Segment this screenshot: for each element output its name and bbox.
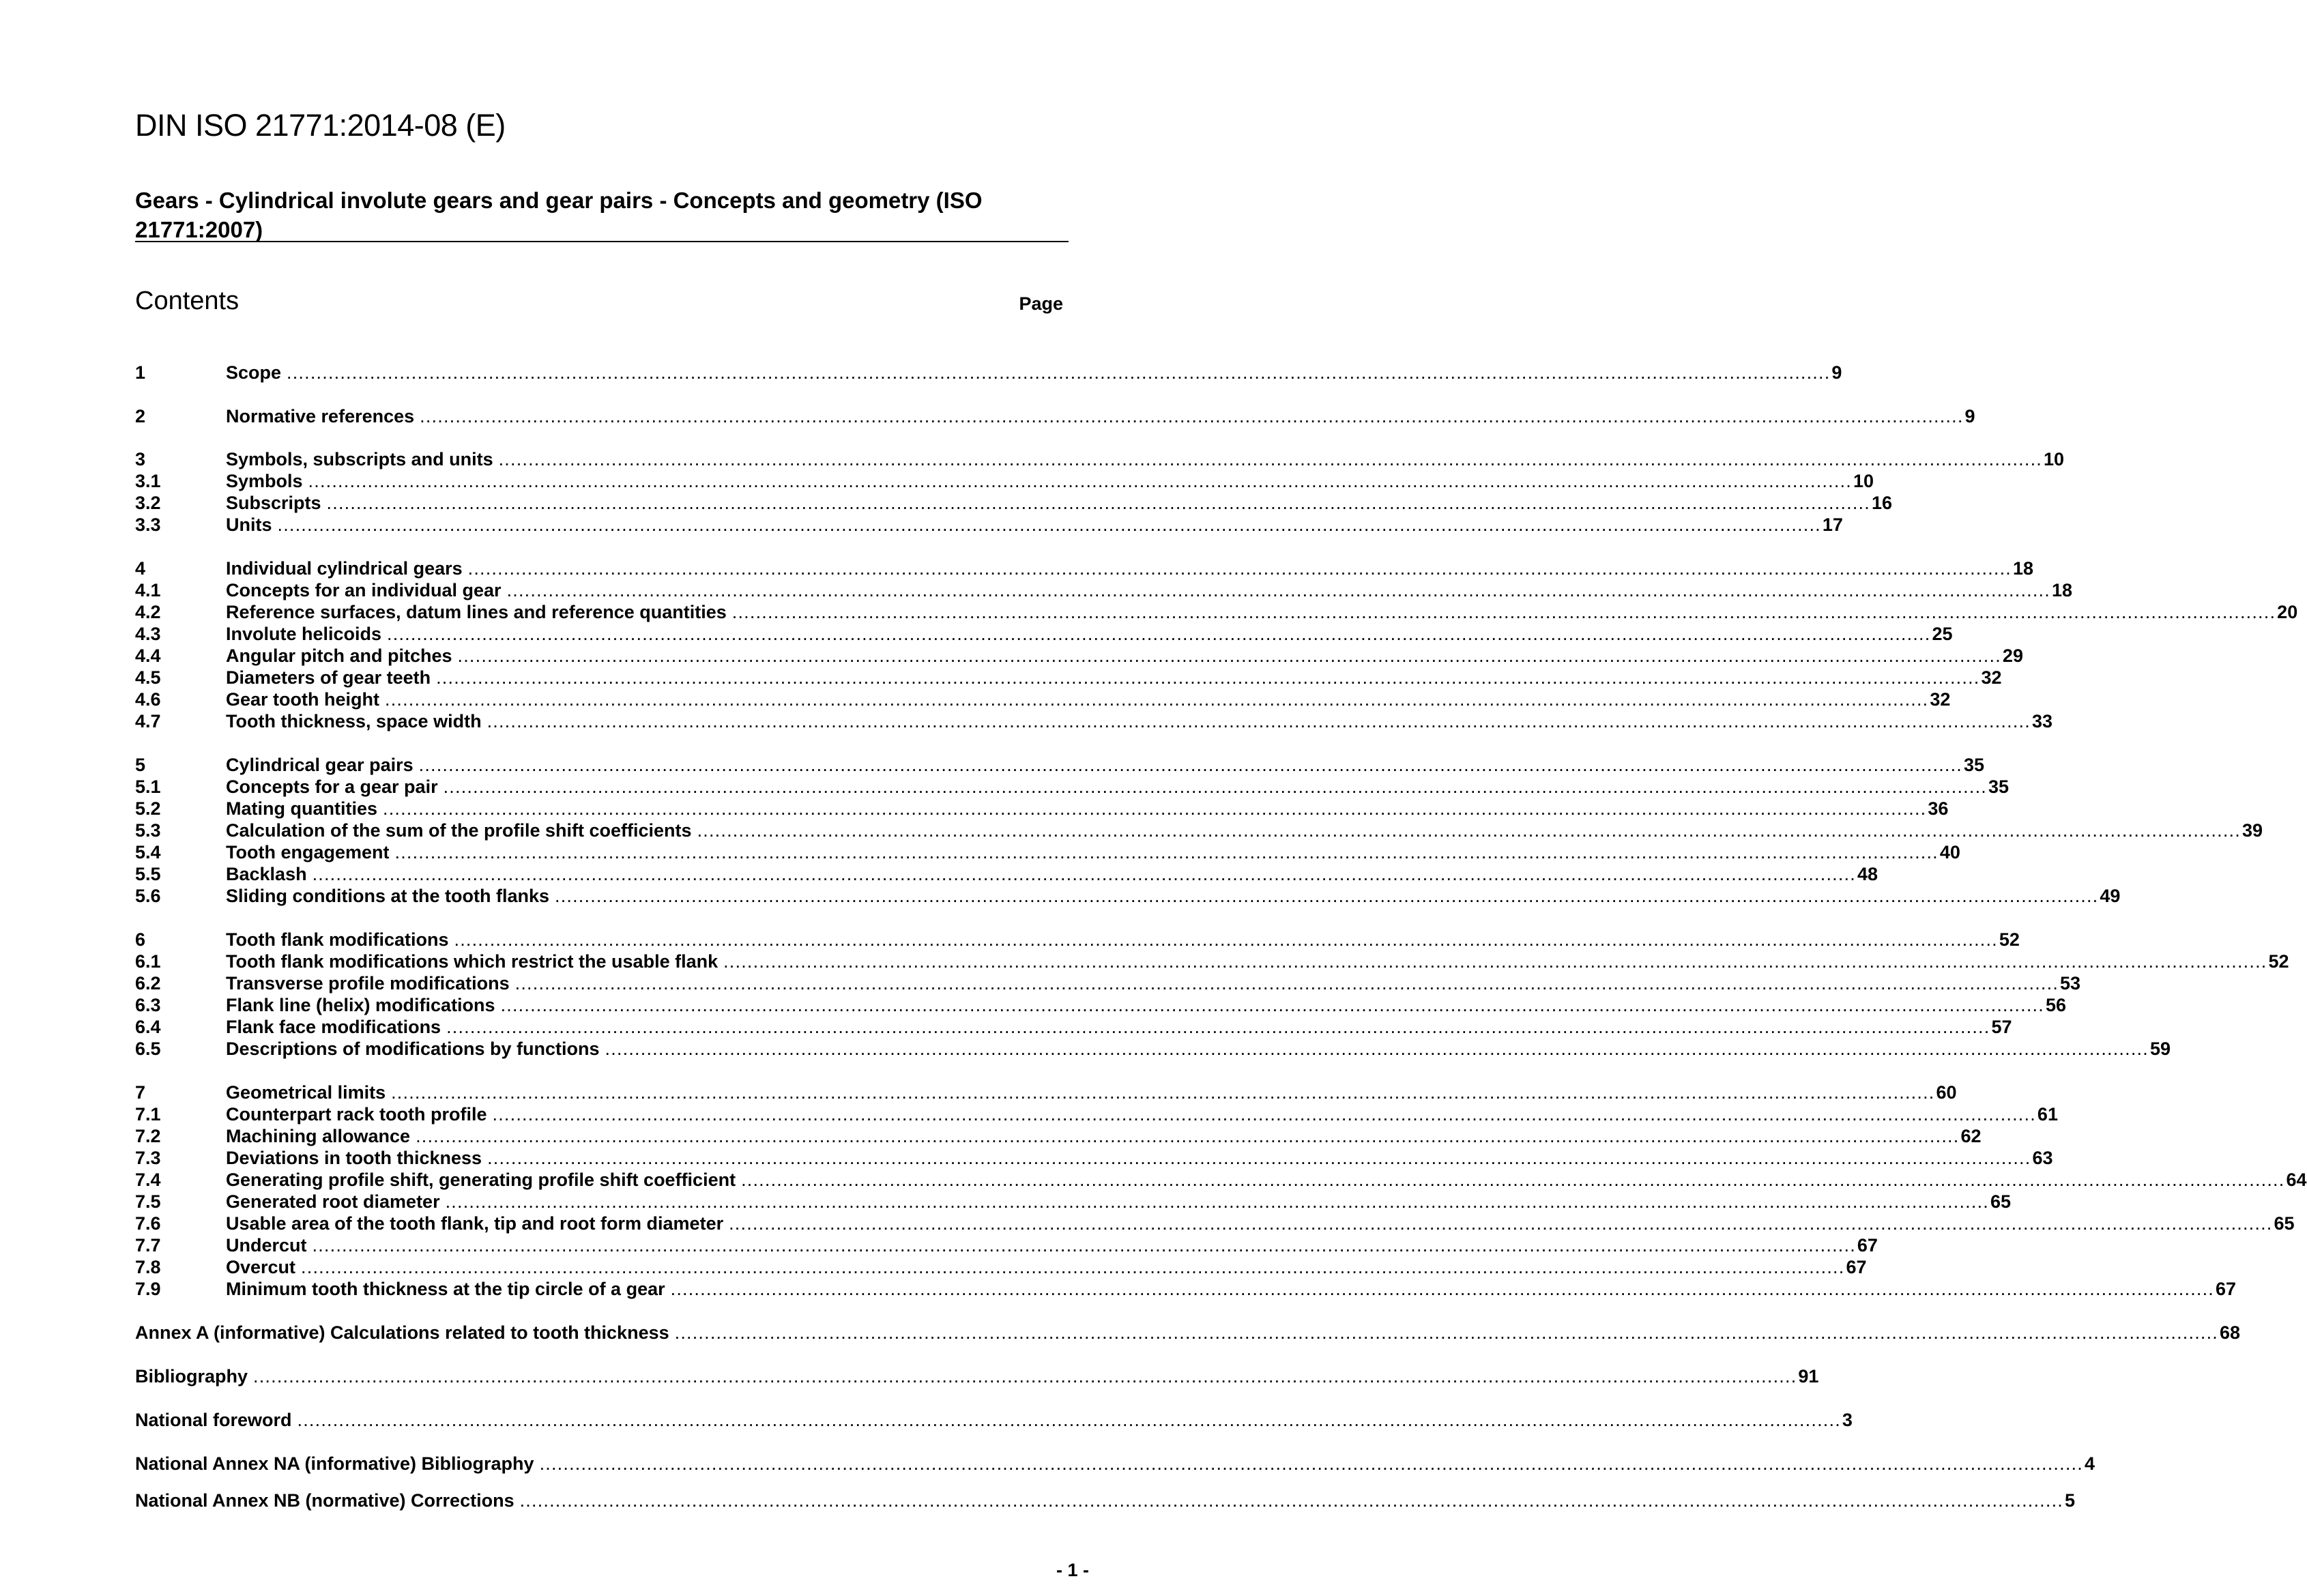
toc-entry-number: 7.8 — [135, 1257, 161, 1277]
toc-entry-line — [226, 667, 2002, 688]
toc-entry-title: Diameters of gear teeth — [226, 667, 431, 688]
toc-entry[interactable] — [135, 492, 1892, 514]
toc-entry-title: Undercut — [226, 1235, 307, 1256]
toc-entry-number: 6.5 — [135, 1039, 161, 1059]
toc-entry-title: Deviations in tooth thickness — [226, 1148, 482, 1168]
toc-entry-number: 6.3 — [135, 995, 161, 1015]
dot-leader: .................................................................................................................................................................................................................................................................... — [539, 1453, 2083, 1474]
toc-entry-page: 61 — [2037, 1104, 2058, 1125]
toc-entry-line — [135, 1490, 2076, 1511]
toc-entry-page: 59 — [2149, 1039, 2171, 1059]
toc-entry-line — [226, 1103, 2058, 1125]
toc-entry[interactable] — [135, 1125, 1982, 1147]
toc-entry[interactable] — [135, 1038, 2171, 1060]
toc-entry[interactable] — [135, 1256, 1867, 1278]
toc-entry-line — [226, 1169, 2307, 1191]
toc-entry-title: Machining allowance — [226, 1126, 411, 1146]
toc-entry-line — [226, 1191, 2012, 1213]
dot-leader: .................................................................................................................................................................................................................................................................... — [519, 1490, 2063, 1511]
dot-leader: .................................................................................................................................................................................................................................................................... — [387, 624, 1931, 644]
toc-entry[interactable] — [135, 645, 2023, 667]
toc-entry[interactable] — [135, 1234, 1878, 1256]
toc-entry-page: 39 — [2241, 820, 2263, 841]
toc-entry-page: 64 — [2286, 1170, 2307, 1190]
toc-entry[interactable] — [135, 1453, 2095, 1475]
toc-entry[interactable] — [135, 362, 1842, 383]
toc-entry-title: Tooth engagement — [226, 842, 390, 862]
dot-leader: .................................................................................................................................................................................................................................................................... — [731, 602, 2276, 622]
dot-leader: .................................................................................................................................................................................................................................................................... — [514, 973, 2059, 993]
toc-entry-page: 49 — [2100, 886, 2121, 906]
toc-entry-number: 7.2 — [135, 1126, 161, 1146]
toc-entry-page: 18 — [2013, 558, 2034, 579]
dot-leader: .................................................................................................................................................................................................................................................................... — [492, 1104, 2036, 1125]
toc-entry-page: 62 — [1960, 1126, 1982, 1146]
toc-entry-line — [135, 1365, 1819, 1387]
toc-entry-title: Annex A (informative) Calculations related to tooth thickness — [135, 1322, 669, 1343]
toc-entry[interactable] — [135, 1278, 2237, 1300]
toc-entry-line — [226, 448, 2065, 470]
toc-entry-title: Involute helicoids — [226, 624, 382, 644]
toc-entry[interactable] — [135, 448, 2065, 470]
toc-entry-title: Flank line (helix) modifications — [226, 995, 495, 1015]
toc-entry-number: 4 — [135, 558, 146, 579]
toc-entry-line — [226, 951, 2289, 972]
toc-entry-page: 35 — [1988, 777, 2009, 797]
toc-entry-line — [226, 710, 2052, 732]
toc-entry[interactable] — [135, 1490, 2076, 1511]
toc-entry-number: 6.1 — [135, 951, 161, 972]
toc-entry-page: 33 — [2031, 711, 2052, 731]
toc-entry[interactable] — [135, 514, 1843, 536]
toc-entry-title: Subscripts — [226, 493, 321, 513]
toc-entry-number: 4.7 — [135, 711, 161, 731]
toc-entry[interactable] — [135, 623, 1953, 645]
toc-entry-title: Minimum tooth thickness at the tip circle of a gear — [226, 1279, 665, 1299]
dot-leader: .................................................................................................................................................................................................................................................................... — [443, 777, 1987, 797]
toc-entry-line — [226, 885, 2121, 907]
dot-leader: .................................................................................................................................................................................................................................................................... — [555, 886, 2099, 906]
toc-entry-title: Gear tooth height — [226, 689, 379, 710]
toc-entry-title: Counterpart rack tooth profile — [226, 1104, 487, 1125]
toc-entry-title: Flank face modifications — [226, 1017, 441, 1037]
toc-entry-title: Tooth flank modifications which restrict the usable flank — [226, 951, 719, 972]
toc-entry-page: 5 — [2064, 1490, 2076, 1511]
toc-entry-number: 6.2 — [135, 973, 161, 993]
dot-leader: .................................................................................................................................................................................................................................................................... — [418, 755, 1963, 775]
toc-entry-page: 48 — [1857, 864, 1878, 884]
toc-entry-title: Angular pitch and pitches — [226, 645, 452, 666]
toc-entry[interactable] — [135, 1147, 2053, 1169]
toc-entry-title: Normative references — [226, 406, 415, 426]
toc-entry-line — [226, 405, 1975, 427]
toc-entry-title: Reference surfaces, datum lines and reference quantities — [226, 602, 727, 622]
toc-entry-title: Tooth flank modifications — [226, 929, 449, 950]
toc-entry-number: 5.6 — [135, 886, 161, 906]
toc-entry-line — [226, 863, 1878, 885]
toc-entry-page: 65 — [2274, 1213, 2295, 1234]
toc-entry-page: 63 — [2032, 1148, 2053, 1168]
toc-entry-title: Cylindrical gear pairs — [226, 755, 413, 775]
toc-entry[interactable] — [135, 972, 2081, 994]
dot-leader: .................................................................................................................................................................................................................................................................... — [391, 1082, 1935, 1103]
toc-entry[interactable] — [135, 667, 2002, 688]
toc-entry-title: Concepts for a gear pair — [226, 777, 438, 797]
toc-entry[interactable] — [135, 1016, 2012, 1038]
toc-entry[interactable] — [135, 557, 2034, 579]
toc-entry-number: 6 — [135, 929, 146, 950]
toc-entry-number: 5 — [135, 755, 146, 775]
dot-leader: .................................................................................................................................................................................................................................................................... — [454, 929, 1998, 950]
page-column-heading: Page — [1019, 293, 1063, 314]
toc-entry-title: Transverse profile modifications — [226, 973, 510, 993]
toc-entry-line — [226, 1038, 2171, 1060]
dot-leader: .................................................................................................................................................................................................................................................................... — [326, 493, 1870, 513]
toc-entry-page: 68 — [2220, 1322, 2241, 1343]
toc-entry-title: Individual cylindrical gears — [226, 558, 463, 579]
toc-entry-page: 60 — [1936, 1082, 1957, 1103]
toc-entry-line — [226, 645, 2023, 667]
toc-entry-number: 3.1 — [135, 471, 161, 491]
toc-entry-number: 7.9 — [135, 1279, 161, 1299]
toc-entry-line — [226, 1278, 2237, 1300]
toc-entry[interactable] — [135, 754, 1985, 776]
toc-entry-page: 25 — [1932, 624, 1953, 644]
toc-entry-line — [226, 514, 1843, 536]
toc-entry-title: Bibliography — [135, 1366, 248, 1387]
toc-entry[interactable] — [135, 863, 1878, 885]
toc-entry[interactable] — [135, 798, 1949, 819]
toc-entry-title: Usable area of the tooth flank, tip and root form diameter — [226, 1213, 724, 1234]
dot-leader: .................................................................................................................................................................................................................................................................... — [445, 1191, 1989, 1212]
toc-entry-line — [135, 1322, 2241, 1344]
toc-entry-title: National Annex NA (informative) Bibliography — [135, 1453, 534, 1474]
toc-entry-page: 29 — [2002, 645, 2023, 666]
dot-leader: .................................................................................................................................................................................................................................................................... — [308, 471, 1852, 491]
toc-entry-number: 7.7 — [135, 1235, 161, 1256]
dot-leader: .................................................................................................................................................................................................................................................................... — [312, 1235, 1856, 1256]
toc-entry-title: Geometrical limits — [226, 1082, 386, 1103]
toc-entry-number: 7.4 — [135, 1170, 161, 1190]
dot-leader: .................................................................................................................................................................................................................................................................... — [674, 1322, 2219, 1343]
dot-leader: .................................................................................................................................................................................................................................................................... — [487, 711, 2031, 731]
toc-entry-title: Symbols, subscripts and units — [226, 449, 493, 469]
toc-entry-line — [226, 557, 2034, 579]
toc-entry-line — [226, 994, 2066, 1016]
toc-entry[interactable] — [135, 1409, 1853, 1431]
toc-entry-line — [226, 362, 1842, 383]
toc-entry-line — [226, 1213, 2295, 1234]
toc-entry-number: 4.4 — [135, 645, 161, 666]
toc-entry-line — [226, 819, 2263, 841]
toc-entry-line — [226, 601, 2298, 623]
dot-leader: .................................................................................................................................................................................................................................................................... — [500, 995, 2044, 1015]
toc-entry-number: 3.3 — [135, 514, 161, 535]
toc-entry-number: 7 — [135, 1082, 146, 1103]
toc-entry-line — [226, 492, 1892, 514]
toc-entry-page: 20 — [2277, 602, 2298, 622]
toc-entry-line — [226, 470, 1874, 492]
toc-entry[interactable] — [135, 1322, 2241, 1344]
toc-entry-title: Backlash — [226, 864, 307, 884]
toc-entry-number: 4.1 — [135, 580, 161, 600]
toc-entry-line — [226, 1125, 1982, 1147]
dot-leader: .................................................................................................................................................................................................................................................................... — [416, 1126, 1960, 1146]
toc-entry-line — [226, 972, 2081, 994]
toc-entry-page: 35 — [1964, 755, 1985, 775]
toc-entry[interactable] — [135, 929, 2020, 951]
toc-entry[interactable] — [135, 1213, 2295, 1234]
toc-entry-number: 7.3 — [135, 1148, 161, 1168]
dot-leader: .................................................................................................................................................................................................................................................................... — [729, 1213, 2273, 1234]
toc-entry-number: 7.1 — [135, 1104, 161, 1125]
toc-entry-line — [226, 1234, 1878, 1256]
toc-entry[interactable] — [135, 1082, 1957, 1103]
toc-entry-title: Overcut — [226, 1257, 296, 1277]
toc-entry-line — [226, 929, 2020, 951]
toc-entry-title: Descriptions of modifications by functions — [226, 1039, 600, 1059]
toc-entry[interactable] — [135, 994, 2066, 1016]
toc-entry-page: 16 — [1871, 493, 1892, 513]
toc-entry-title: National Annex NB (normative) Corrections — [135, 1490, 514, 1511]
toc-entry-page: 57 — [1991, 1017, 2012, 1037]
toc-entry-page: 67 — [1846, 1257, 1867, 1277]
toc-entry-page: 32 — [1981, 667, 2002, 688]
dot-leader: .................................................................................................................................................................................................................................................................... — [312, 864, 1856, 884]
toc-entry-line — [226, 798, 1949, 819]
toc-entry-title: Tooth thickness, space width — [226, 711, 482, 731]
dot-leader: .................................................................................................................................................................................................................................................................... — [253, 1366, 1797, 1387]
toc-entry-number: 4.3 — [135, 624, 161, 644]
toc-entry-line — [226, 841, 1960, 863]
toc-entry[interactable] — [135, 1191, 2012, 1213]
toc-entry-title: National foreword — [135, 1410, 292, 1430]
dot-leader: .................................................................................................................................................................................................................................................................... — [741, 1170, 2285, 1190]
dot-leader: .................................................................................................................................................................................................................................................................... — [420, 406, 1964, 426]
toc-entry-title: Mating quantities — [226, 798, 377, 819]
toc-entry-page: 40 — [1939, 842, 1960, 862]
toc-entry[interactable] — [135, 579, 2073, 601]
toc-entry-line — [226, 1147, 2053, 1169]
toc-entry-number: 5.1 — [135, 777, 161, 797]
toc-entry-page: 18 — [2051, 580, 2073, 600]
toc-entry-number: 5.2 — [135, 798, 161, 819]
toc-entry[interactable] — [135, 819, 2263, 841]
toc-entry-number: 6.4 — [135, 1017, 161, 1037]
toc-entry-page: 65 — [1990, 1191, 2012, 1212]
toc-entry-number: 3.2 — [135, 493, 161, 513]
dot-leader: .................................................................................................................................................................................................................................................................... — [436, 667, 1980, 688]
toc-entry-line — [135, 1453, 2095, 1475]
dot-leader: .................................................................................................................................................................................................................................................................... — [394, 842, 1939, 862]
dot-leader: .................................................................................................................................................................................................................................................................... — [446, 1017, 1990, 1037]
dot-leader: .................................................................................................................................................................................................................................................................... — [297, 1410, 1841, 1430]
dot-leader: .................................................................................................................................................................................................................................................................... — [670, 1279, 2215, 1299]
toc-entry-title: Concepts for an individual gear — [226, 580, 502, 600]
toc-entry-line — [226, 688, 1951, 710]
toc-entry-number: 2 — [135, 406, 146, 426]
toc-entry-number: 7.6 — [135, 1213, 161, 1234]
toc-entry-page: 17 — [1822, 514, 1843, 535]
toc-entry[interactable] — [135, 1365, 1819, 1387]
dot-leader: .................................................................................................................................................................................................................................................................... — [506, 580, 2050, 600]
dot-leader: .................................................................................................................................................................................................................................................................... — [457, 645, 2001, 666]
dot-leader: .................................................................................................................................................................................................................................................................... — [287, 362, 1831, 383]
toc-entry-line — [135, 1409, 1853, 1431]
toc-entry[interactable] — [135, 405, 1975, 427]
toc-entry-page: 10 — [2043, 449, 2065, 469]
toc-entry[interactable] — [135, 688, 1951, 710]
dot-leader: .................................................................................................................................................................................................................................................................... — [301, 1257, 1845, 1277]
toc-entry-page: 36 — [1928, 798, 1949, 819]
toc-entry-page: 56 — [2045, 995, 2066, 1015]
toc-entry[interactable] — [135, 776, 2009, 798]
dot-leader: .................................................................................................................................................................................................................................................................... — [383, 798, 1927, 819]
toc-entry-page: 91 — [1798, 1366, 1819, 1387]
toc-entry[interactable] — [135, 710, 2052, 732]
toc-entry-number: 4.2 — [135, 602, 161, 622]
toc-entry-line — [226, 623, 1953, 645]
footer-page-number: - 1 - — [1056, 1560, 1089, 1580]
document-title: DIN ISO 21771:2014-08 (E) — [135, 108, 506, 143]
toc-entry[interactable] — [135, 1169, 2307, 1191]
toc-entry-page: 67 — [2216, 1279, 2237, 1299]
toc-entry-page: 67 — [1857, 1235, 1878, 1256]
toc-entry-line — [226, 1256, 1867, 1278]
toc-entry-line — [226, 1082, 1957, 1103]
dot-leader: .................................................................................................................................................................................................................................................................... — [605, 1039, 2149, 1059]
toc-entry-title: Scope — [226, 362, 282, 383]
toc-entry-title: Units — [226, 514, 272, 535]
toc-entry-title: Generating profile shift, generating profile shift coefficient — [226, 1170, 736, 1190]
dot-leader: .................................................................................................................................................................................................................................................................... — [697, 820, 2241, 841]
toc-entry-page: 32 — [1930, 689, 1951, 710]
toc-entry-page: 52 — [2268, 951, 2289, 972]
toc-entry-page: 52 — [1999, 929, 2020, 950]
toc-entry-line — [226, 579, 2073, 601]
toc-entry-page: 53 — [2060, 973, 2081, 993]
toc-entry-page: 10 — [1853, 471, 1874, 491]
toc-entry-number: 5.3 — [135, 820, 161, 841]
toc-entry[interactable] — [135, 951, 2289, 972]
toc-entry-number: 3 — [135, 449, 146, 469]
toc-entry[interactable] — [135, 885, 2121, 907]
toc-entry-number: 4.6 — [135, 689, 161, 710]
toc-entry-page: 3 — [1842, 1410, 1853, 1430]
toc-entry-title: Calculation of the sum of the profile shift coefficients — [226, 820, 692, 841]
toc-entry-number: 4.5 — [135, 667, 161, 688]
dot-leader: .................................................................................................................................................................................................................................................................... — [277, 514, 1821, 535]
document-subtitle: Gears - Cylindrical involute gears and gear pairs - Concepts and geometry (ISO 21771:2007) — [135, 188, 983, 242]
toc-entry-page: 9 — [1831, 362, 1842, 383]
toc-entry-line — [226, 754, 1985, 776]
toc-entry-number: 5.4 — [135, 842, 161, 862]
toc-entry-number: 1 — [135, 362, 146, 383]
contents-heading: Contents — [135, 287, 240, 315]
dot-leader: .................................................................................................................................................................................................................................................................... — [487, 1148, 2031, 1168]
toc-entry[interactable] — [135, 841, 1960, 863]
dot-leader: .................................................................................................................................................................................................................................................................... — [723, 951, 2267, 972]
toc-entry-page: 9 — [1964, 406, 1975, 426]
dot-leader: .................................................................................................................................................................................................................................................................... — [385, 689, 1929, 710]
toc-entry-number: 7.5 — [135, 1191, 161, 1212]
toc-entry-title: Sliding conditions at the tooth flanks — [226, 886, 549, 906]
dot-leader: .................................................................................................................................................................................................................................................................... — [467, 558, 2012, 579]
toc-entry-number: 5.5 — [135, 864, 161, 884]
toc-entry[interactable] — [135, 1103, 2058, 1125]
toc-entry-line — [226, 1016, 2012, 1038]
toc-entry[interactable] — [135, 601, 2298, 623]
toc-entry-page: 4 — [2084, 1453, 2095, 1474]
toc-entry-line — [226, 776, 2009, 798]
toc-entry[interactable] — [135, 470, 1874, 492]
toc-entry-title: Symbols — [226, 471, 303, 491]
dot-leader: .................................................................................................................................................................................................................................................................... — [498, 449, 2042, 469]
toc-entry-title: Generated root diameter — [226, 1191, 440, 1212]
